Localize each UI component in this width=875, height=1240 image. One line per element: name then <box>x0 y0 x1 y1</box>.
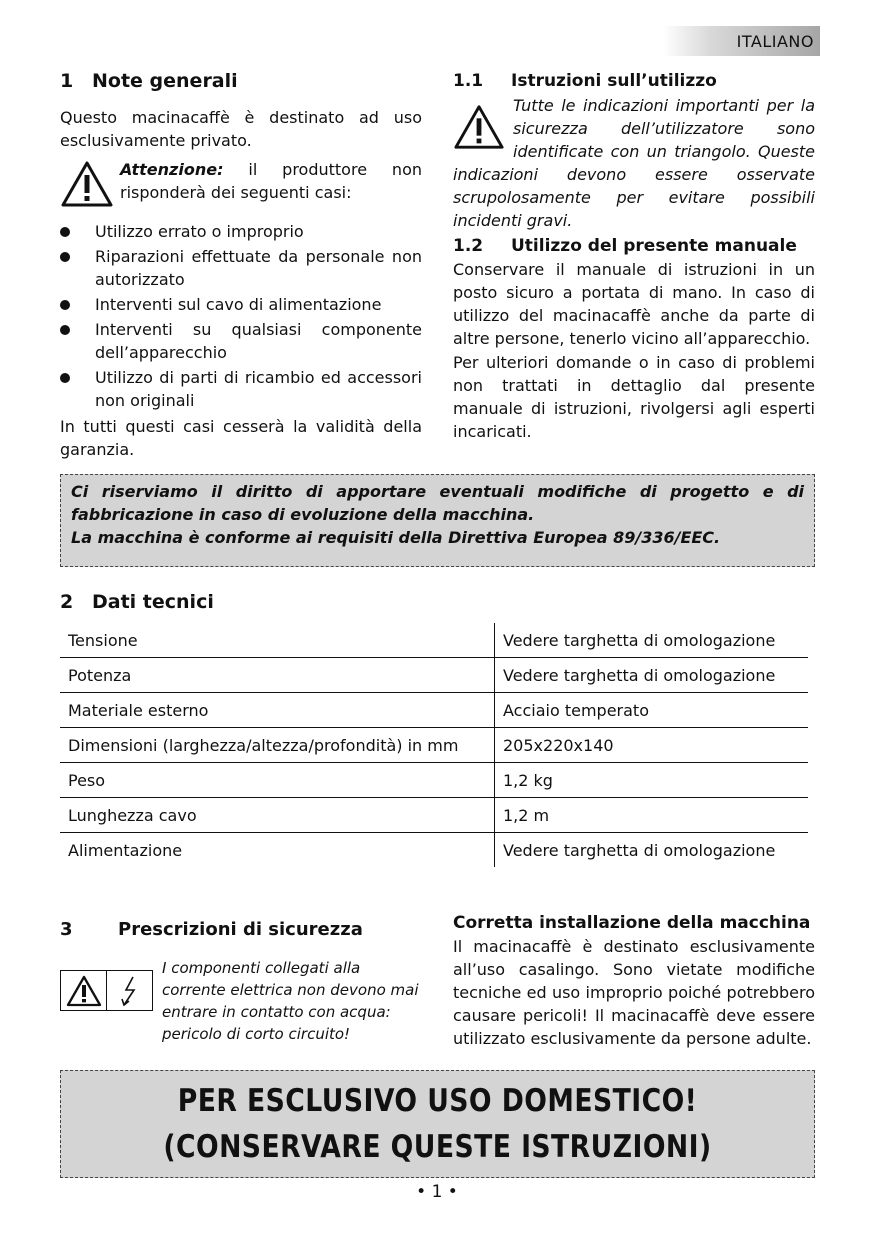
section-1-intro: Questo macinacaffè è destinato ad uso esclusivamente privato. <box>60 108 422 150</box>
section-1-closing: In tutti questi casi cesserà la validità della garanzia. <box>60 417 422 459</box>
table-row: Tensione Vedere targhetta di omologazione <box>60 623 808 658</box>
section-1-1-text: Tutte le indicazioni importanti per la sicurezza dell’utilizzatore sono identificate con un triangolo. Queste indicazioni devono essere osservate scrupolosamente per evitare possibili incidenti gravi. <box>453 96 815 230</box>
bullet-icon <box>60 373 70 383</box>
language-tab <box>663 26 820 56</box>
domestic-use-banner <box>60 1070 815 1178</box>
table-row: Potenza Vedere targhetta di omologazione <box>60 658 808 693</box>
table-row: Lunghezza cavo 1,2 m <box>60 798 808 833</box>
section-1-2-heading: 1.2 Utilizzo del presente manuale <box>453 236 797 256</box>
banner-line-2: (CONSERVARE QUESTE ISTRUZIONI) <box>163 1129 712 1165</box>
table-row: Materiale esterno Acciaio temperato <box>60 693 808 728</box>
list-item: Interventi sul cavo di alimentazione <box>60 293 422 316</box>
bullet-icon <box>60 300 70 310</box>
section-1-heading: 1 Note generali <box>60 70 238 92</box>
warning-triangle-icon <box>453 102 505 152</box>
list-item: Utilizzo errato o improprio <box>60 220 422 243</box>
section-3-heading: 3 Prescrizioni di sicurezza <box>60 919 363 940</box>
electrical-warning-symbols <box>60 970 153 1011</box>
table-row: Dimensioni (larghezza/altezza/profondità) in mm 205x220x140 <box>60 728 808 763</box>
bullet-icon <box>60 227 70 237</box>
banner-line-1: PER ESCLUSIVO USO DOMESTICO! <box>177 1083 698 1119</box>
attention-label: Attenzione: <box>120 160 224 179</box>
table-row: Peso 1,2 kg <box>60 763 808 798</box>
lightning-bolt-icon <box>118 975 142 1007</box>
language-label: ITALIANO <box>736 31 814 51</box>
warning-triangle-icon <box>60 160 114 208</box>
page-number: • 1 • <box>416 1182 458 1202</box>
section-1-bullets <box>60 220 422 414</box>
list-item: Interventi su qualsiasi componente dell’apparecchio <box>60 318 422 364</box>
attention-text: il produttore non risponderà dei seguenti casi: <box>120 160 422 202</box>
section-1-2-para2: Per ulteriori domande o in caso di problemi non trattati in dettaglio dal presente manuale di istruzioni, rivolgersi agli esperti incaricati. <box>453 353 815 441</box>
section-1-1-body <box>453 94 815 232</box>
attention-block <box>60 158 422 204</box>
technical-data-table <box>60 623 808 867</box>
notice-line-1: Ci riserviamo il diritto di apportare eventuali modifiche di progetto e di fabbricazione in caso di evoluzione della macchina. <box>71 482 804 524</box>
warning-triangle-icon <box>66 975 102 1007</box>
table-row: Alimentazione Vedere targhetta di omologazione <box>60 833 808 868</box>
bullet-icon <box>60 252 70 262</box>
section-3-warning: I componenti collegati alla corrente elettrica non devono mai entrare in contatto con acqua: pericolo di corto circuito! <box>162 959 419 1043</box>
list-item: Riparazioni effettuate da personale non autorizzato <box>60 245 422 291</box>
installation-heading: Corretta installazione della macchina <box>453 913 811 933</box>
installation-text: Il macinacaffè è destinato esclusivamente all’uso casalingo. Sono vietate modifiche tecniche ed uso improprio poiché potrebbero causare pericoli! Il macinacaffè deve essere utilizzato esclusivamente da persone adulte. <box>453 937 815 1048</box>
section-1-1-heading: 1.1 Istruzioni sull’utilizzo <box>453 71 717 91</box>
list-item: Utilizzo di parti di ricambio ed accessori non originali <box>60 366 422 412</box>
notice-line-2: La macchina è conforme ai requisiti della Direttiva Europea 89/336/EEC. <box>71 528 721 547</box>
bullet-icon <box>60 325 70 335</box>
notice-box <box>60 474 815 567</box>
section-1-2-para1: Conservare il manuale di istruzioni in un posto sicuro a portata di mano. In caso di utilizzo del macinacaffè anche da parte di altre persone, tenerlo vicino all’apparecchio. <box>453 260 815 348</box>
section-2-heading: 2 Dati tecnici <box>60 591 214 613</box>
